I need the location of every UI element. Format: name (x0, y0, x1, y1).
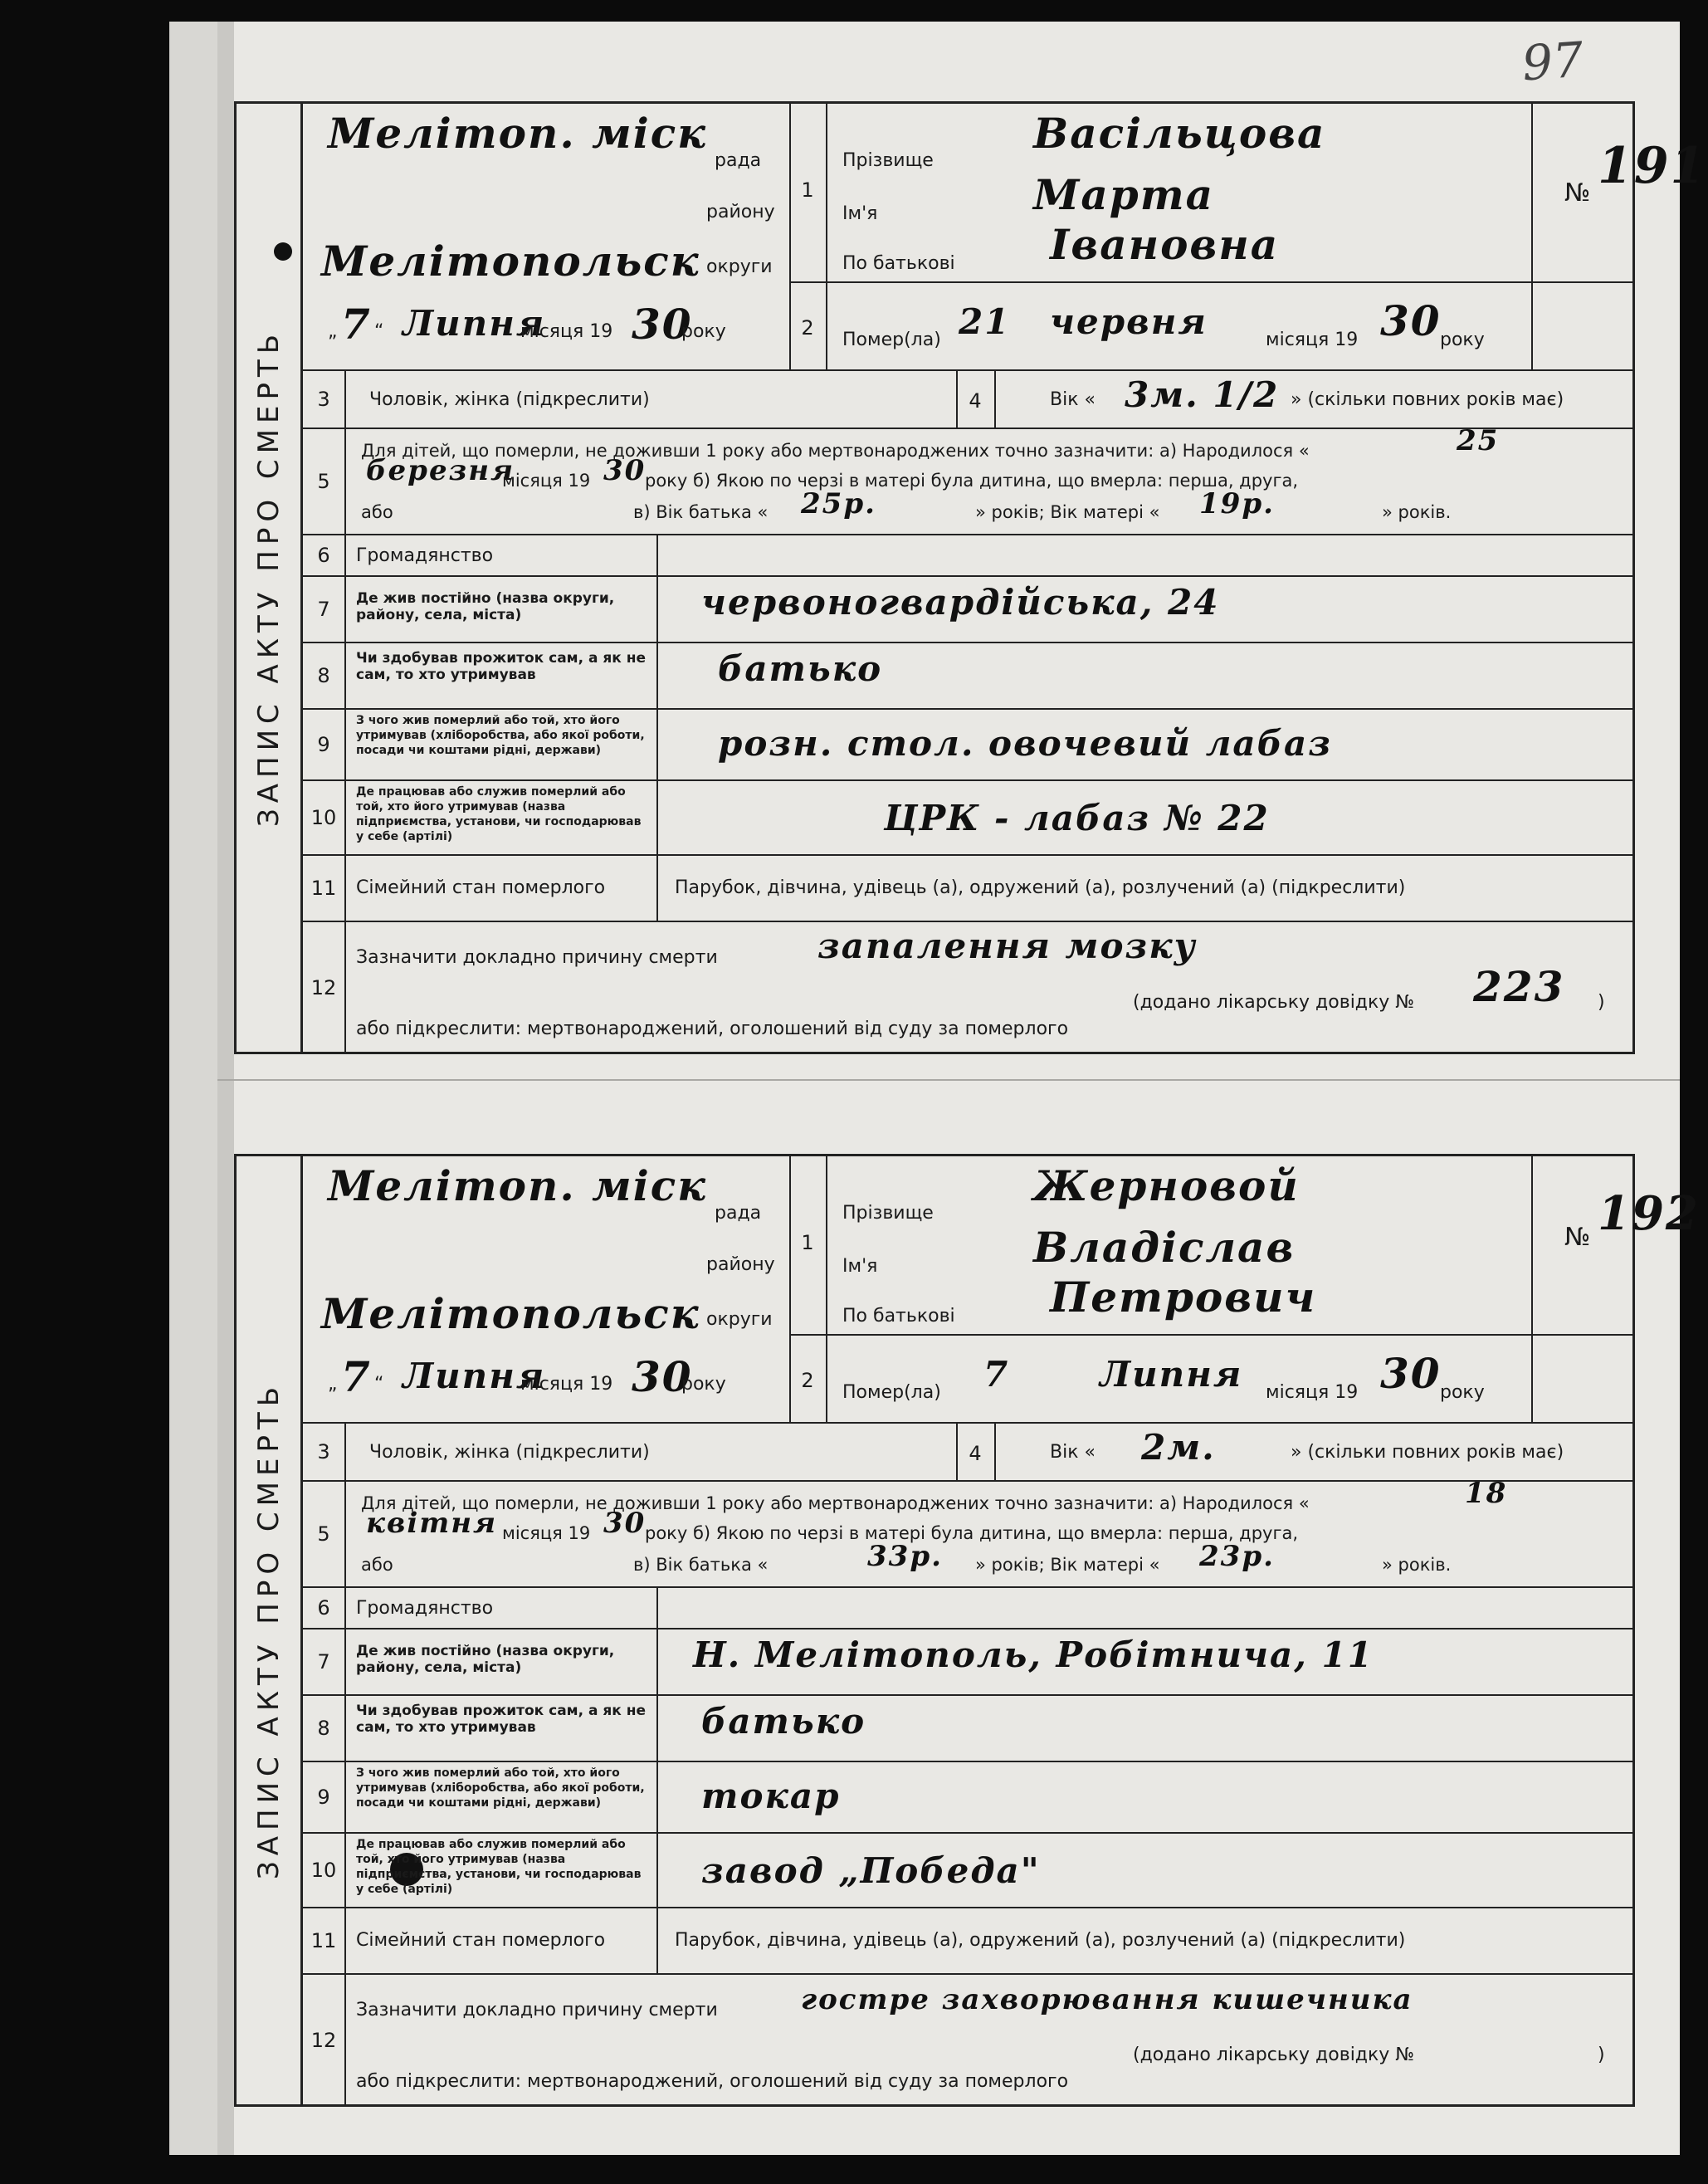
row-8: 8 Чи здобував прожиток сам, а як не сам, то хто утримував батько (303, 1696, 1632, 1762)
label-supported-by: Чи здобував прожиток сам, а як не сам, то хто утримував (356, 650, 646, 683)
row-7: 7 Де жив постійно (назва округи, району, села, міста) червоногвардійська, 24 (303, 577, 1632, 643)
row-9: 9 З чого жив померлий або той, хто його утримував (хліборобства, або якої роботи, посади чи коштами рідні, держави) токар (303, 1762, 1632, 1834)
label-r5-line3c: » років; Вік матері « (975, 1555, 1160, 1575)
supported-by-value: батько (701, 1701, 866, 1742)
row-3-4: 3 Чоловік, жінка (підкреслити) 4 Вік « 2м. » (скільки повних років має) (303, 1424, 1632, 1482)
reg-year: 30 (632, 1352, 693, 1401)
reg-month: Липня (403, 1356, 546, 1396)
label-age-end: » (скільки повних років має) (1291, 1442, 1564, 1463)
label-number: № (1564, 1223, 1591, 1252)
label-r5-line3b: в) Вік батька « (633, 502, 769, 522)
death-month: Липня (1100, 1354, 1243, 1395)
okruha-value: Мелітопольск (321, 1289, 700, 1338)
label-r5-line1: Для дітей, що померли, не доживши 1 року або мертвонароджених точно зазначити: а) Народилося « (361, 1493, 1310, 1513)
side-title: ЗАПИС АКТУ ПРО СМЕРТЬ (237, 1156, 303, 2104)
label-name: Ім'я (842, 1256, 878, 1277)
death-day: 21 (959, 301, 1011, 342)
reg-day: 7 (341, 300, 372, 349)
label-occupation: З чого жив померлий або той, хто його утримував (хліборобства, або якої роботи, посади чи коштами рідні, держави) (356, 714, 645, 757)
page-number: 97 (1520, 31, 1586, 92)
certificate-number: 223 (1473, 962, 1565, 1011)
label-surname: Прізвище (842, 150, 934, 171)
reg-month: Липня (403, 303, 546, 344)
label-r5-line3d: » років. (1382, 502, 1452, 522)
label-raion: району (706, 202, 775, 222)
label-age: Вік « (1050, 1442, 1096, 1463)
label-roku: року (681, 1374, 726, 1395)
label-r5-line3a: або (361, 1555, 393, 1575)
label-marital: Сімейний стан померлого (356, 877, 606, 898)
label-workplace: Де працював або служив померлий або той, хто його утримував (назва підприємства, установи, чи господарював у себе (артілі) (356, 1838, 642, 1896)
label-marital: Сімейний стан померлого (356, 1930, 606, 1951)
label-r5-line3a: або (361, 502, 393, 522)
patronymic-value: Івановна (1050, 220, 1280, 269)
page-binding-shadow (217, 22, 234, 2155)
birth-day: 18 (1465, 1477, 1508, 1510)
row-11: 11 Сімейний стан померлого Парубок, дівчина, удівець (а), одружений (а), розлучений (а) (підкреслити) (303, 1908, 1632, 1975)
label-sex: Чоловік, жінка (підкреслити) (369, 1442, 650, 1463)
cause-value: гостре захворювання кишечника (801, 1983, 1413, 2016)
occupation-value: розн. стол. овочевий лабаз (718, 723, 1332, 764)
birth-month: квітня (366, 1507, 498, 1540)
row-6: 6 Громадянство (303, 535, 1632, 577)
label-name: Ім'я (842, 203, 878, 224)
death-year: 30 (1380, 1349, 1442, 1398)
row-8: 8 Чи здобував прожиток сам, а як не сам, то хто утримував батько (303, 643, 1632, 710)
label-raion: району (706, 1254, 775, 1275)
label-pomer: Помер(ла) (842, 330, 941, 350)
reg-year: 30 (632, 300, 693, 349)
rada-value: Мелітоп. міск (328, 1161, 707, 1210)
age-value: 3м. 1/2 (1125, 374, 1280, 415)
side-title: ЗАПИС АКТУ ПРО СМЕРТЬ (237, 104, 303, 1052)
row-9: 9 З чого жив померлий або той, хто його утримував (хліборобства, або якої роботи, посади чи коштами рідні, держави) розн. стол. овочевий лабаз (303, 710, 1632, 781)
row-10: 10 Де працював або служив померлий або той, хто його утримував (назва підприємства, установи, чи господарював у себе (артілі) ЦРК - лабаз № 22 (303, 781, 1632, 856)
rada-value: Мелітоп. міск (328, 109, 707, 158)
residence-value: червоногвардійська, 24 (701, 582, 1220, 623)
name-value: Владіслав (1033, 1223, 1296, 1272)
label-age: Вік « (1050, 389, 1096, 410)
row-5: 5 Для дітей, що померли, не доживши 1 року або мертвонароджених точно зазначити: а) Народилося « 18 квітня місяця 19 30 року б) Якою по черзі в матері була дитина, що вмерла: перша, друга, або в) Вік батька « 33р. » років; Вік матері « 23р. » років. (303, 1482, 1632, 1588)
label-misiatsia-2: місяця 19 (1266, 1382, 1359, 1403)
death-record-form-2 (234, 1154, 1700, 2107)
label-citizenship: Громадянство (356, 1598, 494, 1619)
birth-year: 30 (603, 454, 647, 487)
label-stillborn: або підкреслити: мертвонароджений, оголошений від суду за померлого (356, 2071, 1069, 2092)
form-separator (217, 1079, 1680, 1081)
workplace-value: завод „Победа" (701, 1850, 1041, 1891)
cause-value: запалення мозку (817, 926, 1197, 966)
label-r5-line3b: в) Вік батька « (633, 1555, 769, 1575)
label-cause: Зазначити докладно причину смерти (356, 947, 718, 968)
label-patronymic: По батькові (842, 1306, 955, 1327)
label-r5-line2b: року б) Якою по черзі в матері була дитина, що вмерла: перша, друга, (645, 1523, 1299, 1543)
okruha-value: Мелітопольск (321, 237, 700, 286)
page-binding-edge (169, 22, 220, 2155)
record-number: 191 (1598, 137, 1707, 195)
label-certificate: (додано лікарську довідку № (1133, 992, 1415, 1013)
label-sex: Чоловік, жінка (підкреслити) (369, 389, 650, 410)
marital-options: Парубок, дівчина, удівець (а), одружений (а), розлучений (а) (підкреслити) (675, 1930, 1406, 1951)
label-pomer: Помер(ла) (842, 1382, 941, 1403)
age-value: 2м. (1141, 1427, 1216, 1468)
label-number: № (1564, 178, 1591, 208)
label-residence: Де жив постійно (назва округи, району, села, міста) (356, 1643, 615, 1676)
surname-value: Васільцова (1033, 109, 1326, 158)
header-block: Мелітоп. міск рада району Мелітопольск округи „ 7 “ Липня місяця 19 30 року 1 2 Прізвище Васільцова Ім'я Марта По батькові Івановна Помер(ла) 21 червня місяця 19 30 року № 191 (303, 104, 1632, 371)
record-number: 192 (1598, 1186, 1700, 1241)
label-supported-by: Чи здобував прожиток сам, а як не сам, то хто утримував (356, 1703, 646, 1736)
label-misiatsia: місяця 19 (520, 1374, 613, 1395)
label-r5-line2a: місяця 19 (502, 471, 591, 491)
label-roku-2: року (1440, 1382, 1485, 1403)
label-okruhy: округи (706, 1309, 773, 1330)
label-residence: Де жив постійно (назва округи, району, села, міста) (356, 590, 615, 623)
label-r5-line3d: » років. (1382, 1555, 1452, 1575)
label-citizenship: Громадянство (356, 545, 494, 566)
death-year: 30 (1380, 296, 1442, 345)
row-12: 12 Зазначити докладно причину смерти гостре захворювання кишечника (додано лікарську довідку № ) або підкреслити: мертвонароджений, оголошений від суду за померлого (303, 1975, 1632, 2106)
name-value: Марта (1033, 170, 1215, 219)
row-7: 7 Де жив постійно (назва округи, району, села, міста) Н. Мелітополь, Робітнича, 11 (303, 1629, 1632, 1696)
death-month: червня (1050, 301, 1208, 342)
label-roku-2: року (1440, 330, 1485, 350)
label-misiatsia-2: місяця 19 (1266, 330, 1359, 350)
occupation-value: токар (701, 1776, 841, 1816)
label-r5-line3c: » років; Вік матері « (975, 502, 1160, 522)
mother-age: 19р. (1199, 487, 1275, 520)
label-surname: Прізвище (842, 1203, 934, 1224)
death-record-form-1 (234, 101, 1707, 1054)
father-age: 25р. (801, 487, 876, 520)
label-age-end: » (скільки повних років має) (1291, 389, 1564, 410)
label-stillborn: або підкреслити: мертвонароджений, оголошений від суду за померлого (356, 1019, 1069, 1039)
label-rada: рада (715, 1203, 762, 1224)
birth-day: 25 (1457, 424, 1500, 457)
label-r5-line2a: місяця 19 (502, 1523, 591, 1543)
label-certificate: (додано лікарську довідку № (1133, 2045, 1415, 2065)
surname-value: Жерновой (1033, 1161, 1300, 1210)
label-r5-line2b: року б) Якою по черзі в матері була дитина, що вмерла: перша, друга, (645, 471, 1299, 491)
row-10: 10 Де працював або служив померлий або той, хто його утримував (назва підприємства, установи, чи господарював у себе (артілі) завод „Победа" (303, 1834, 1632, 1908)
label-okruhy: округи (706, 257, 773, 277)
birth-year: 30 (603, 1507, 647, 1540)
supported-by-value: батько (718, 648, 883, 689)
label-roku: року (681, 321, 726, 342)
label-patronymic: По батькові (842, 253, 955, 274)
father-age: 33р. (867, 1540, 943, 1573)
marital-options: Парубок, дівчина, удівець (а), одружений (а), розлучений (а) (підкреслити) (675, 877, 1406, 898)
row-11: 11 Сімейний стан померлого Парубок, дівчина, удівець (а), одружений (а), розлучений (а) (підкреслити) (303, 856, 1632, 922)
label-workplace: Де працював або служив померлий або той, хто його утримував (назва підприємства, установи, чи господарював у себе (артілі) (356, 785, 642, 843)
row-12: 12 Зазначити докладно причину смерти запалення мозку (додано лікарську довідку № 223 ) або підкреслити: мертвонароджений, оголошений від суду за померлого (303, 922, 1632, 1053)
row-5: 5 Для дітей, що померли, не доживши 1 року або мертвонароджених точно зазначити: а) Народилося « 25 березня місяця 19 30 року б) Якою по черзі в матері була дитина, що вмерла: перша, друга, або в) Вік батька « 25р. » років; Вік матері « 19р. » років. (303, 429, 1632, 535)
label-r5-line1: Для дітей, що померли, не доживши 1 року або мертвонароджених точно зазначити: а) Народилося « (361, 441, 1310, 461)
birth-month: березня (366, 454, 515, 487)
row-6: 6 Громадянство (303, 1588, 1632, 1629)
label-rada: рада (715, 150, 762, 171)
workplace-value: ЦРК - лабаз № 22 (884, 798, 1270, 838)
label-misiatsia: місяця 19 (520, 321, 613, 342)
residence-value: Н. Мелітополь, Робітнича, 11 (693, 1634, 1374, 1675)
header-block: Мелітоп. міск рада району Мелітопольск округи „ 7 “ Липня місяця 19 30 року 1 2 Прізвище Жерновой Ім'я Владіслав По батькові Петрович Помер(ла) 7 Липня місяця 19 30 року № 192 (303, 1156, 1632, 1424)
label-occupation: З чого жив померлий або той, хто його утримував (хліборобства, або якої роботи, посади чи коштами рідні, держави) (356, 1766, 645, 1810)
reg-day: 7 (341, 1352, 372, 1401)
patronymic-value: Петрович (1050, 1273, 1317, 1322)
mother-age: 23р. (1199, 1540, 1275, 1573)
row-3-4: 3 Чоловік, жінка (підкреслити) 4 Вік « 3м. 1/2 » (скільки повних років має) (303, 371, 1632, 429)
death-day: 7 (983, 1354, 1010, 1395)
label-cause: Зазначити докладно причину смерти (356, 2000, 718, 2020)
